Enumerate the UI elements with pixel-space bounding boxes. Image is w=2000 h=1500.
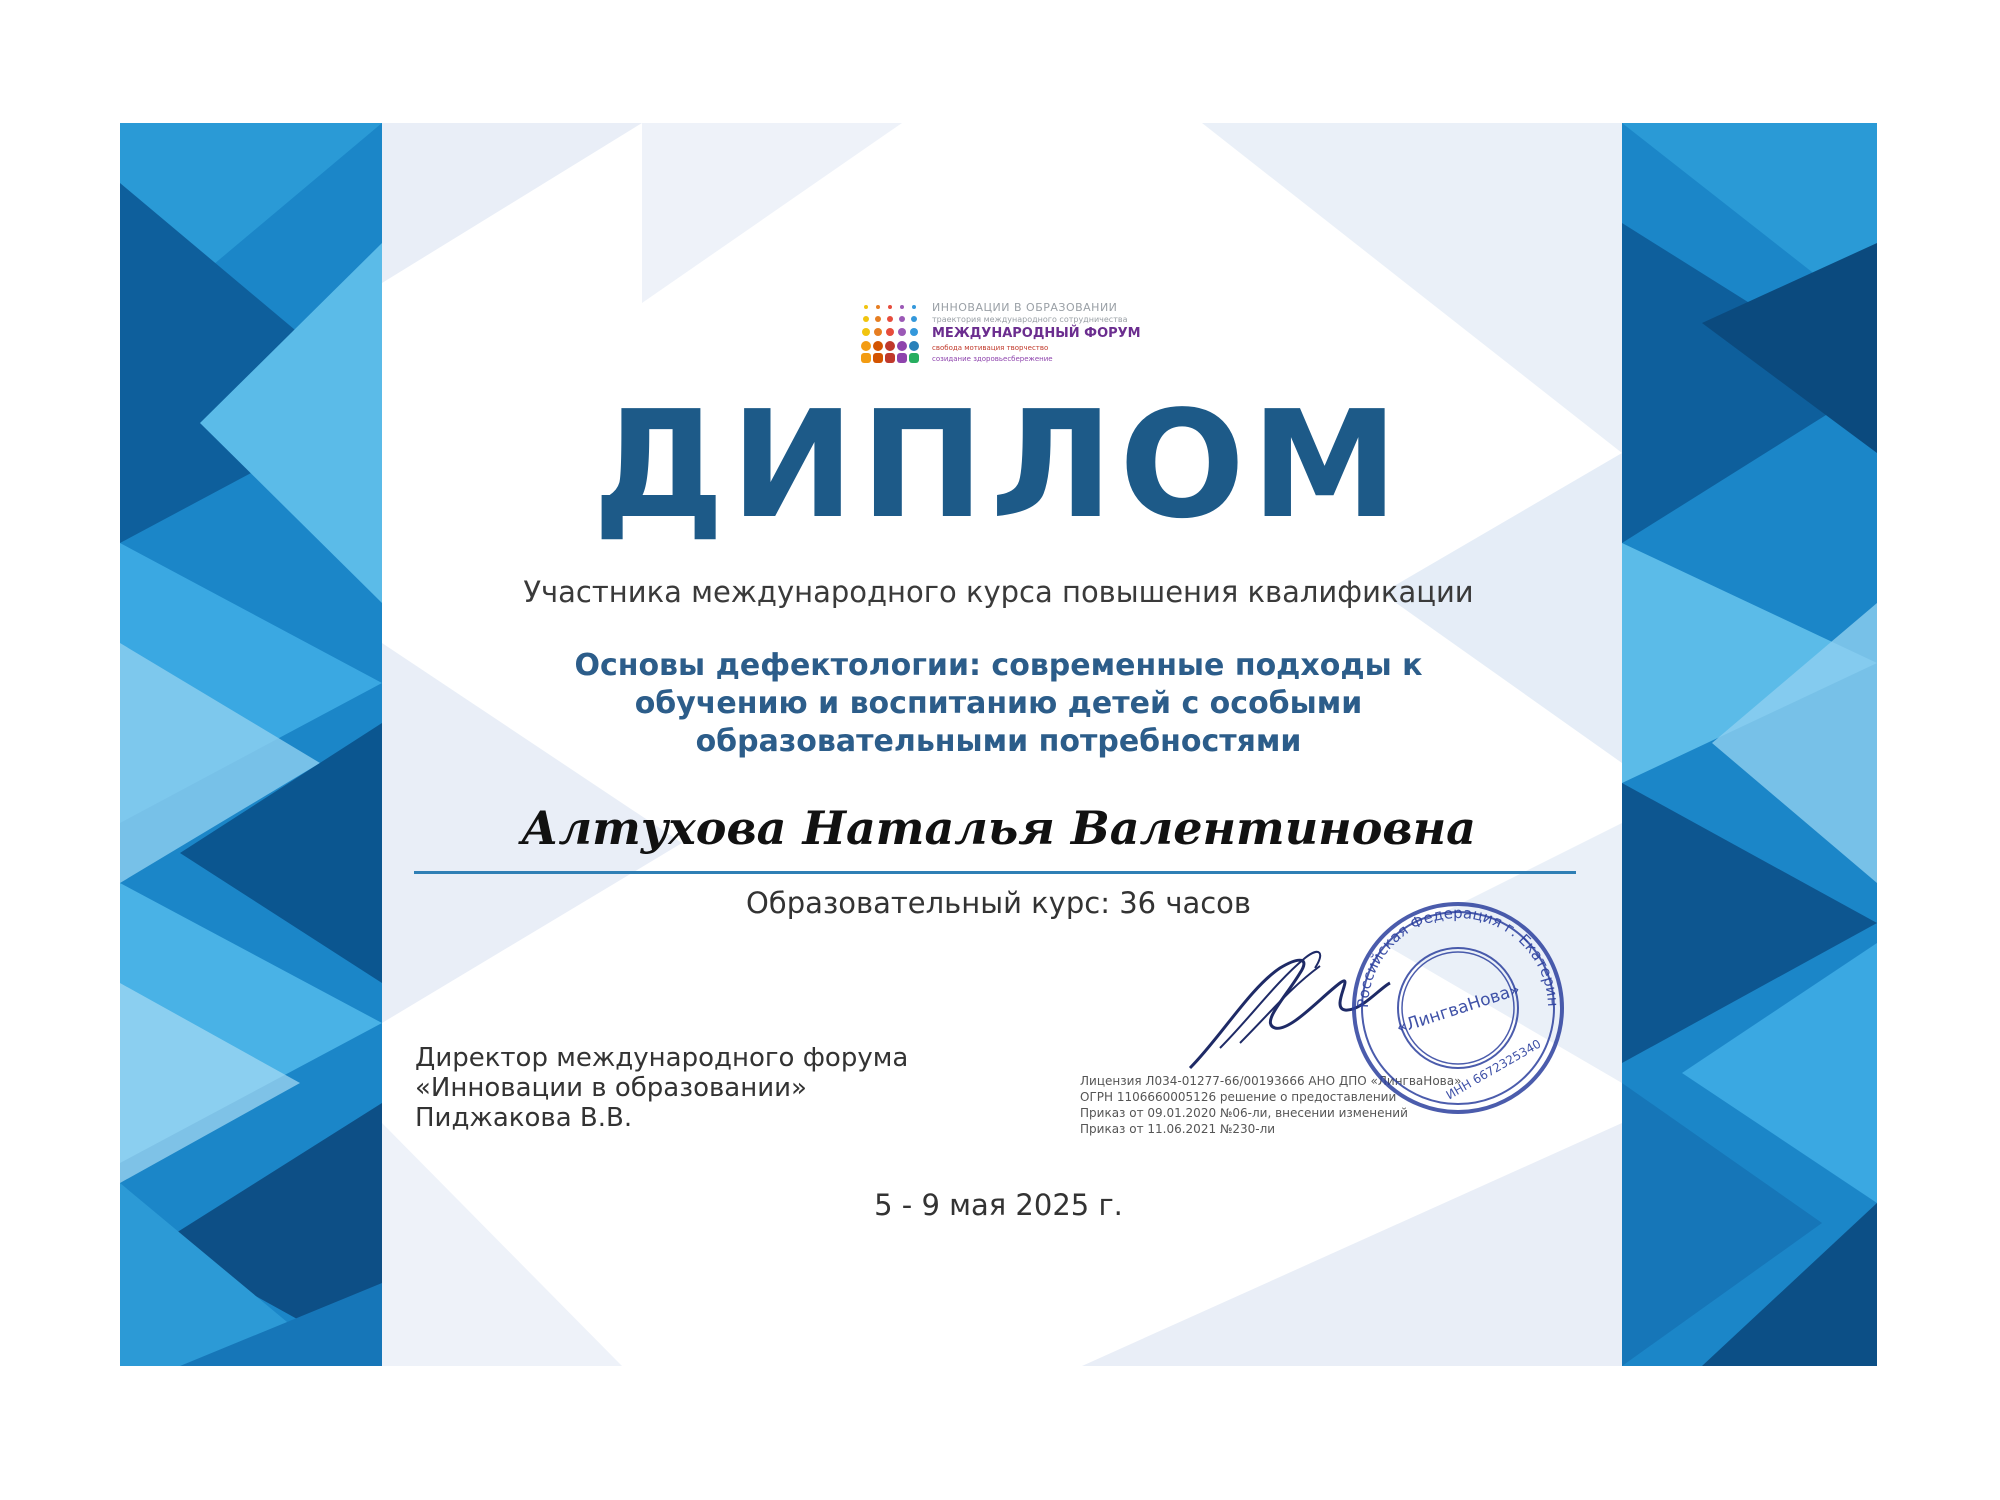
course-hours: Образовательный курс: 36 часов bbox=[745, 886, 1252, 920]
license-line-4: Приказ от 11.06.2021 №230-ли bbox=[1080, 1122, 1276, 1136]
organization-stamp bbox=[1348, 898, 1568, 1118]
logo-line-3: МЕЖДУНАРОДНЫЙ ФОРУМ bbox=[932, 326, 1141, 341]
diploma-title: ДИПЛОМ bbox=[592, 379, 1405, 551]
diploma-subtitle: Участника международного курса повышения квалификации bbox=[523, 575, 1474, 609]
director-line-2: «Инновации в образовании» bbox=[415, 1073, 807, 1103]
logo-dots-icon bbox=[860, 301, 932, 371]
logo-line-5: созидание здоровьесбережение bbox=[932, 355, 1053, 363]
forum-logo bbox=[860, 301, 1160, 377]
license-line-3: Приказ от 09.01.2020 №06-ли, внесении изменений bbox=[1080, 1106, 1408, 1120]
license-line-1: Лицензия Л034-01277-66/00193666 АНО ДПО «ЛингваНова» bbox=[1080, 1074, 1462, 1088]
logo-line-4: свобода мотивация творчество bbox=[932, 344, 1049, 352]
logo-line-1: ИННОВАЦИИ В ОБРАЗОВАНИИ bbox=[932, 301, 1118, 314]
left-decorative-band bbox=[120, 123, 382, 1366]
director-line-1: Директор международного форума bbox=[415, 1043, 909, 1073]
stamp-inn-text: ИНН 6672325340 bbox=[1443, 1036, 1544, 1103]
director-line-3: Пиджакова В.В. bbox=[415, 1103, 633, 1133]
stamp-outer-text: Российская Федерация г. Екатерин bbox=[1353, 903, 1563, 1009]
logo-line-2: траектория международного сотрудничества bbox=[932, 315, 1128, 324]
license-line-2: ОГРН 1106660005126 решение о предоставлении bbox=[1080, 1090, 1397, 1104]
course-title: Основы дефектологии: современные подходы к обучению и воспитанию детей с особыми образовательными потребностями bbox=[574, 648, 1423, 759]
director-block bbox=[415, 1043, 975, 1133]
diploma-certificate bbox=[120, 123, 1877, 1366]
stamp-center-text: «ЛингваНова» bbox=[1393, 979, 1523, 1039]
name-underline bbox=[414, 871, 1576, 874]
recipient-name: Алтухова Наталья Валентиновна bbox=[521, 801, 1476, 855]
svg-text:Российская Федерация г. Екатер bbox=[1348, 898, 1562, 1008]
course-date: 5 - 9 мая 2025 г. bbox=[874, 1188, 1123, 1222]
right-decorative-band bbox=[1622, 123, 1877, 1366]
